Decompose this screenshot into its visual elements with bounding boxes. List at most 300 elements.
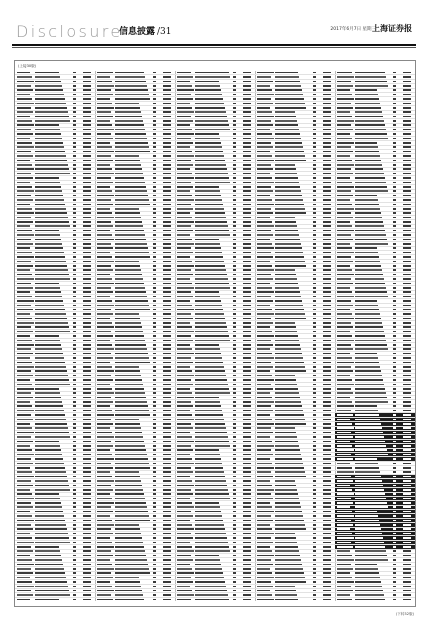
cell-text-line bbox=[83, 577, 91, 579]
cell-text-line bbox=[403, 120, 411, 122]
cell-text-line bbox=[97, 520, 112, 522]
cell-text-line bbox=[403, 550, 411, 552]
cell-text-line bbox=[83, 256, 91, 258]
cell-text-line bbox=[195, 498, 230, 500]
cell-text-line bbox=[393, 305, 396, 307]
cell-text-line bbox=[337, 379, 352, 381]
cell-text-line bbox=[83, 305, 91, 307]
cell-text-line bbox=[163, 586, 171, 588]
cell-text-line bbox=[97, 116, 113, 118]
cell-text-line bbox=[337, 340, 354, 342]
cell-text-line bbox=[243, 151, 251, 153]
cell-text-line bbox=[115, 480, 141, 482]
cell-text-line bbox=[83, 177, 91, 179]
cell-text-line bbox=[337, 471, 354, 473]
cell-text-line bbox=[275, 85, 301, 87]
cell-text-line bbox=[275, 449, 300, 451]
cell-text-line bbox=[323, 217, 331, 219]
cell-text-line bbox=[195, 559, 220, 561]
cell-text-line bbox=[97, 274, 110, 276]
cell-text-line bbox=[163, 471, 171, 473]
cell-text-line bbox=[355, 520, 379, 522]
cell-text-line bbox=[403, 155, 411, 157]
cell-text-line bbox=[153, 559, 156, 561]
cell-text-line bbox=[243, 348, 251, 350]
cell-text-line bbox=[195, 353, 221, 355]
cell-text-line bbox=[153, 348, 156, 350]
cell-text-line bbox=[275, 107, 306, 109]
cell-text-line bbox=[233, 524, 236, 526]
cell-text-line bbox=[233, 498, 236, 500]
cell-text-line bbox=[233, 265, 236, 267]
cell-text-line bbox=[323, 348, 331, 350]
cell-text-line bbox=[73, 449, 76, 451]
cell-text-line bbox=[35, 269, 68, 271]
cell-text-line bbox=[313, 348, 316, 350]
cell-text-line bbox=[233, 564, 236, 566]
cell-text-line bbox=[163, 186, 171, 188]
cell-text-line bbox=[233, 225, 236, 227]
cell-text-line bbox=[97, 81, 112, 83]
cell-text-line bbox=[355, 256, 379, 258]
cell-text-line bbox=[115, 146, 149, 148]
cell-text-line bbox=[233, 199, 236, 201]
cell-text-line bbox=[275, 392, 299, 394]
cell-text-line bbox=[313, 480, 316, 482]
cell-text-line bbox=[153, 225, 156, 227]
listing-column bbox=[15, 71, 96, 601]
cell-text-line bbox=[195, 436, 228, 438]
cell-text-line bbox=[83, 239, 91, 241]
cell-text-line bbox=[153, 269, 156, 271]
cell-text-line bbox=[337, 313, 352, 315]
cell-text-line bbox=[195, 133, 219, 135]
cell-text-line bbox=[243, 458, 251, 460]
cell-text-line bbox=[355, 542, 384, 544]
cell-text-line bbox=[257, 537, 271, 539]
cell-text-line bbox=[355, 212, 381, 214]
cell-text-line bbox=[337, 362, 354, 364]
cell-text-line bbox=[393, 283, 396, 285]
cell-text-line bbox=[97, 133, 111, 135]
cell-text-line bbox=[337, 76, 354, 78]
cell-text-line bbox=[115, 445, 145, 447]
cell-text-line bbox=[195, 370, 225, 372]
cell-text-line bbox=[257, 480, 270, 482]
cell-text-line bbox=[393, 103, 396, 105]
cell-text-line bbox=[163, 449, 171, 451]
cell-text-line bbox=[17, 366, 34, 368]
cell-text-line bbox=[337, 296, 354, 298]
cell-text-line bbox=[163, 546, 171, 548]
cell-text-line bbox=[177, 217, 192, 219]
cell-text-line bbox=[17, 256, 34, 258]
cell-text-line bbox=[177, 524, 192, 526]
cell-text-line bbox=[97, 190, 112, 192]
cell-text-line bbox=[73, 370, 76, 372]
cell-text-line bbox=[17, 217, 31, 219]
cell-text-line bbox=[233, 528, 236, 530]
continuation-label: (上接30版) bbox=[18, 64, 37, 68]
cell-text-line bbox=[355, 111, 382, 113]
cell-text-line bbox=[195, 344, 219, 346]
cell-text-line bbox=[163, 217, 171, 219]
cell-text-line bbox=[337, 291, 352, 293]
cell-text-line bbox=[115, 436, 143, 438]
cell-text-line bbox=[177, 480, 192, 482]
cell-text-line bbox=[153, 322, 156, 324]
cell-text-line bbox=[17, 89, 33, 91]
cell-text-line bbox=[153, 234, 156, 236]
cell-text-line bbox=[153, 471, 156, 473]
cell-text-line bbox=[177, 142, 193, 144]
cell-text-line bbox=[313, 322, 316, 324]
cell-text-line bbox=[35, 234, 60, 236]
cell-text-line bbox=[257, 419, 272, 421]
cell-text-line bbox=[337, 335, 352, 337]
cell-text-line bbox=[275, 212, 306, 214]
cell-text-line bbox=[195, 164, 226, 166]
cell-text-line bbox=[115, 107, 140, 109]
cell-text-line bbox=[17, 348, 31, 350]
cell-text-line bbox=[313, 362, 316, 364]
cell-text-line bbox=[35, 564, 63, 566]
cell-text-line bbox=[35, 498, 60, 500]
cell-text-line bbox=[115, 405, 148, 407]
cell-text-line bbox=[177, 528, 194, 530]
cell-text-line bbox=[83, 322, 91, 324]
cell-text-line bbox=[257, 168, 273, 170]
cell-text-line bbox=[403, 221, 411, 223]
cell-text-line bbox=[153, 142, 156, 144]
cell-text-line bbox=[195, 269, 226, 271]
cell-text-line bbox=[243, 581, 251, 583]
cell-text-line bbox=[233, 599, 236, 601]
cell-text-line bbox=[275, 498, 299, 500]
cell-text-line bbox=[393, 357, 396, 359]
cell-text-line bbox=[97, 177, 111, 179]
cell-text-line bbox=[393, 564, 396, 566]
cell-text-line bbox=[83, 581, 91, 583]
cell-text-line bbox=[163, 520, 171, 522]
cell-text-line bbox=[163, 528, 171, 530]
cell-text-line bbox=[355, 138, 388, 140]
cell-text-line bbox=[83, 458, 91, 460]
cell-text-line bbox=[233, 204, 236, 206]
cell-text-line bbox=[153, 458, 156, 460]
cell-text-line bbox=[313, 564, 316, 566]
cell-text-line bbox=[115, 225, 143, 227]
cell-text-line bbox=[115, 366, 139, 368]
cell-text-line bbox=[313, 511, 316, 513]
cell-text-line bbox=[233, 81, 236, 83]
cell-text-line bbox=[17, 81, 34, 83]
cell-text-line bbox=[313, 217, 316, 219]
cell-text-line bbox=[393, 379, 396, 381]
cell-text-line bbox=[83, 441, 91, 443]
cell-text-line bbox=[97, 217, 114, 219]
cell-text-line bbox=[97, 204, 113, 206]
cell-text-line bbox=[393, 186, 396, 188]
cell-text-line bbox=[275, 599, 298, 601]
cell-text-line bbox=[257, 142, 271, 144]
cell-text-line bbox=[257, 221, 272, 223]
section-brand: Disclosure bbox=[16, 22, 123, 41]
cell-text-line bbox=[35, 384, 70, 386]
cell-text-line bbox=[243, 506, 251, 508]
cell-text-line bbox=[35, 230, 59, 232]
cell-text-line bbox=[97, 524, 114, 526]
cell-text-line bbox=[153, 476, 156, 478]
cell-text-line bbox=[355, 423, 381, 425]
cell-text-line bbox=[17, 155, 33, 157]
cell-text-line bbox=[97, 449, 110, 451]
cell-text-line bbox=[313, 168, 316, 170]
cell-text-line bbox=[403, 212, 411, 214]
cell-text-line bbox=[35, 454, 62, 456]
cell-text-line bbox=[177, 370, 192, 372]
cell-text-line bbox=[355, 581, 381, 583]
cell-text-line bbox=[177, 76, 193, 78]
cell-text-line bbox=[355, 511, 377, 513]
cell-text-line bbox=[323, 89, 331, 91]
cell-text-line bbox=[73, 397, 76, 399]
cell-text-line bbox=[83, 287, 91, 289]
cell-text-line bbox=[195, 208, 224, 210]
cell-text-line bbox=[195, 489, 228, 491]
cell-text-line bbox=[163, 533, 171, 535]
cell-text-line bbox=[35, 129, 60, 131]
cell-text-line bbox=[83, 164, 91, 166]
cell-text-line bbox=[403, 129, 411, 131]
cell-text-line bbox=[17, 401, 30, 403]
cell-text-line bbox=[323, 449, 331, 451]
cell-text-line bbox=[403, 204, 411, 206]
cell-text-line bbox=[17, 449, 32, 451]
cell-text-line bbox=[403, 94, 411, 96]
cell-text-line bbox=[177, 498, 190, 500]
cell-text-line bbox=[233, 221, 236, 223]
cell-text-line bbox=[233, 485, 236, 487]
cell-text-line bbox=[393, 278, 396, 280]
cell-text-line bbox=[163, 283, 171, 285]
cell-text-line bbox=[275, 335, 298, 337]
cell-text-line bbox=[337, 419, 350, 421]
cell-text-line bbox=[73, 168, 76, 170]
cell-text-line bbox=[177, 331, 194, 333]
cell-text-line bbox=[403, 528, 411, 530]
cell-text-line bbox=[323, 318, 331, 320]
cell-text-line bbox=[243, 366, 251, 368]
cell-text-line bbox=[393, 467, 396, 469]
cell-text-line bbox=[163, 410, 171, 412]
cell-text-line bbox=[243, 274, 251, 276]
cell-text-line bbox=[403, 414, 411, 416]
cell-text-line bbox=[163, 480, 171, 482]
cell-text-line bbox=[73, 533, 76, 535]
cell-text-line bbox=[177, 204, 191, 206]
cell-text-line bbox=[153, 173, 156, 175]
cell-text-line bbox=[233, 419, 236, 421]
cell-text-line bbox=[313, 533, 316, 535]
cell-text-line bbox=[257, 313, 274, 315]
cell-text-line bbox=[163, 568, 171, 570]
cell-text-line bbox=[393, 405, 396, 407]
cell-text-line bbox=[83, 124, 91, 126]
cell-text-line bbox=[257, 550, 272, 552]
cell-text-line bbox=[17, 190, 34, 192]
cell-text-line bbox=[17, 335, 30, 337]
cell-text-line bbox=[153, 436, 156, 438]
cell-text-line bbox=[35, 217, 68, 219]
cell-text-line bbox=[97, 252, 110, 254]
cell-text-line bbox=[73, 309, 76, 311]
cell-text-line bbox=[115, 195, 148, 197]
cell-text-line bbox=[233, 274, 236, 276]
cell-text-line bbox=[233, 230, 236, 232]
cell-text-line bbox=[97, 199, 111, 201]
cell-text-line bbox=[163, 401, 171, 403]
cell-text-line bbox=[323, 76, 331, 78]
cell-text-line bbox=[83, 217, 91, 219]
cell-text-line bbox=[393, 432, 396, 434]
cell-text-line bbox=[403, 76, 411, 78]
cell-text-line bbox=[73, 85, 76, 87]
cell-text-line bbox=[233, 405, 236, 407]
cell-text-line bbox=[35, 366, 66, 368]
cell-text-line bbox=[337, 111, 350, 113]
cell-text-line bbox=[17, 243, 33, 245]
cell-text-line bbox=[355, 375, 382, 377]
cell-text-line bbox=[403, 568, 411, 570]
cell-text-line bbox=[393, 160, 396, 162]
cell-text-line bbox=[275, 379, 296, 381]
cell-text-line bbox=[83, 155, 91, 157]
cell-text-line bbox=[393, 489, 396, 491]
cell-text-line bbox=[243, 168, 251, 170]
cell-text-line bbox=[153, 300, 156, 302]
cell-text-line bbox=[83, 138, 91, 140]
cell-text-line bbox=[163, 252, 171, 254]
cell-text-line bbox=[115, 291, 146, 293]
cell-text-line bbox=[97, 546, 114, 548]
cell-text-line bbox=[243, 133, 251, 135]
cell-text-line bbox=[83, 103, 91, 105]
cell-text-line bbox=[115, 384, 143, 386]
cell-text-line bbox=[177, 401, 191, 403]
cell-text-line bbox=[355, 221, 383, 223]
cell-text-line bbox=[355, 568, 378, 570]
cell-text-line bbox=[313, 463, 316, 465]
cell-text-line bbox=[17, 326, 31, 328]
cell-text-line bbox=[233, 195, 236, 197]
cell-text-line bbox=[73, 348, 76, 350]
cell-text-line bbox=[403, 524, 411, 526]
cell-text-line bbox=[35, 410, 64, 412]
cell-text-line bbox=[177, 120, 193, 122]
cell-text-line bbox=[35, 370, 67, 372]
cell-text-line bbox=[97, 471, 110, 473]
cell-text-line bbox=[337, 427, 354, 429]
cell-text-line bbox=[35, 423, 67, 425]
cell-text-line bbox=[313, 357, 316, 359]
cell-text-line bbox=[83, 405, 91, 407]
cell-text-line bbox=[35, 85, 62, 87]
cell-text-line bbox=[275, 546, 298, 548]
cell-text-line bbox=[323, 410, 331, 412]
cell-text-line bbox=[73, 335, 76, 337]
table-row bbox=[255, 598, 335, 601]
cell-text-line bbox=[313, 498, 316, 500]
cell-text-line bbox=[195, 142, 221, 144]
cell-text-line bbox=[393, 392, 396, 394]
cell-text-line bbox=[403, 107, 411, 109]
cell-text-line bbox=[163, 331, 171, 333]
cell-text-line bbox=[337, 485, 350, 487]
cell-text-line bbox=[323, 296, 331, 298]
cell-text-line bbox=[195, 199, 222, 201]
cell-text-line bbox=[393, 463, 396, 465]
cell-text-line bbox=[233, 379, 236, 381]
cell-text-line bbox=[323, 155, 331, 157]
cell-text-line bbox=[257, 252, 271, 254]
cell-text-line bbox=[97, 467, 113, 469]
cell-text-line bbox=[393, 480, 396, 482]
cell-text-line bbox=[403, 322, 411, 324]
cell-text-line bbox=[337, 436, 353, 438]
cell-text-line bbox=[97, 348, 114, 350]
cell-text-line bbox=[233, 186, 236, 188]
cell-text-line bbox=[403, 405, 411, 407]
cell-text-line bbox=[275, 173, 297, 175]
cell-text-line bbox=[355, 261, 380, 263]
cell-text-line bbox=[17, 524, 31, 526]
cell-text-line bbox=[195, 520, 223, 522]
cell-text-line bbox=[275, 76, 299, 78]
cell-text-line bbox=[243, 392, 251, 394]
cell-text-line bbox=[115, 217, 141, 219]
cell-text-line bbox=[313, 252, 316, 254]
cell-text-line bbox=[163, 348, 171, 350]
cell-text-line bbox=[275, 72, 298, 74]
cell-text-line bbox=[163, 278, 171, 280]
cell-text-line bbox=[97, 76, 110, 78]
cell-text-line bbox=[393, 239, 396, 241]
cell-text-line bbox=[177, 489, 191, 491]
cell-text-line bbox=[83, 353, 91, 355]
cell-text-line bbox=[313, 155, 316, 157]
cell-text-line bbox=[177, 85, 192, 87]
cell-text-line bbox=[323, 177, 331, 179]
cell-text-line bbox=[323, 520, 331, 522]
cell-text-line bbox=[243, 564, 251, 566]
cell-text-line bbox=[275, 524, 305, 526]
cell-text-line bbox=[73, 230, 76, 232]
cell-text-line bbox=[323, 247, 331, 249]
cell-text-line bbox=[115, 485, 142, 487]
cell-text-line bbox=[243, 405, 251, 407]
cell-text-line bbox=[313, 366, 316, 368]
cell-text-line bbox=[163, 103, 171, 105]
cell-text-line bbox=[83, 423, 91, 425]
cell-text-line bbox=[73, 265, 76, 267]
cell-text-line bbox=[17, 146, 34, 148]
cell-text-line bbox=[257, 423, 274, 425]
cell-text-line bbox=[243, 436, 251, 438]
cell-text-line bbox=[195, 506, 220, 508]
cell-text-line bbox=[17, 357, 30, 359]
cell-text-line bbox=[97, 445, 113, 447]
